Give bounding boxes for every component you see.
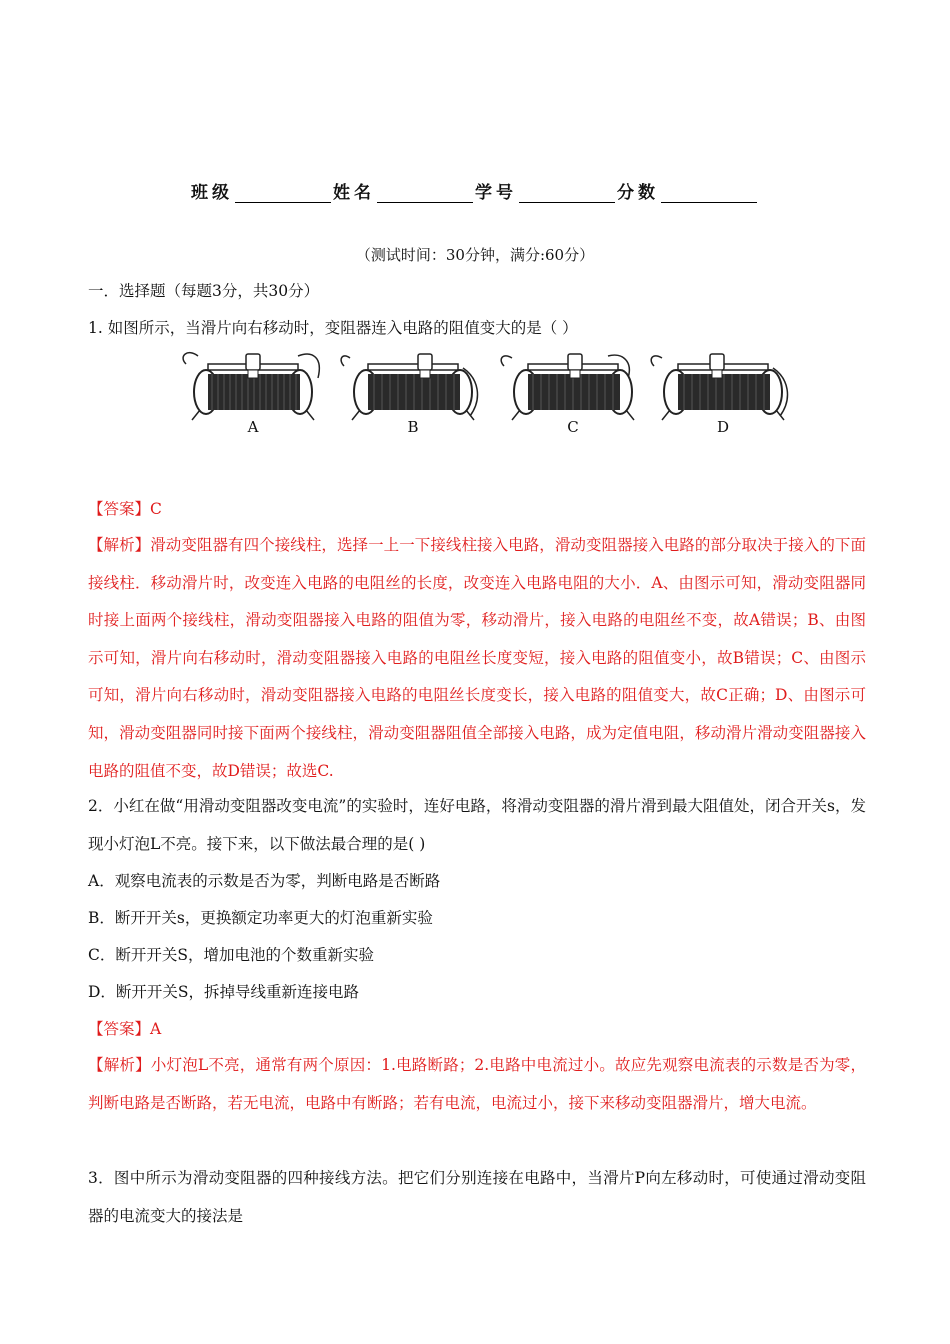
rheostat-figure-d: [648, 348, 798, 440]
class-blank[interactable]: [235, 182, 331, 203]
q1-answer: 【答案】C: [88, 500, 162, 518]
test-info: （测试时间：30分钟，满分:60分）: [355, 246, 595, 264]
q2-stem: 2．小红在做“用滑动变阻器改变电流”的实验时，连好电路，将滑动变阻器的滑片滑到最大阻值处，闭合开关s，发现小灯泡L不亮。接下来，以下做法最合理的是( ): [88, 797, 866, 853]
student-info-header: [0, 178, 950, 203]
figure-label-d: D: [716, 418, 730, 436]
q3-stem: 3．图中所示为滑动变阻器的四种接线方法。把它们分别连接在电路中，当滑片P向左移动时，可使通过滑动变阻器的电流变大的接法是: [88, 1169, 866, 1225]
q1-analysis-text: 滑动变阻器有四个接线柱，选择一上一下接线柱接入电路，滑动变阻器接入电路的部分取决于接入的下面接线柱．移动滑片时，改变连入电路的电阻丝的长度，改变连入电路电阻的大小．A、由图示可知，滑动变阻器同时接上面两个接线柱，滑动变阻器接入电路的阻值为零，移动滑片，接入电路的电阻丝不变，故A错误；B、由图示可知，滑片向右移动时，滑动变阻器接入电路的电阻丝长度变短，接入电路的阻值变小，故B错误；C、由图示可知，滑片向右移动时，滑动变阻器接入电路的电阻丝长度变长，接入电路的阻值变大，故C正确；D、由图示可知，滑动变阻器同时接下面两个接线柱，滑动变阻器阻值全部接入电路，成为定值电阻，移动滑片滑动变阻器接入电路的阻值不变，故D错误；故选C.: [88, 536, 866, 780]
student-id-blank[interactable]: [519, 182, 615, 203]
q2-analysis-text: 小灯泡L不亮，通常有两个原因：1.电路断路；2.电路中电流过小。故应先观察电流表的示数是否为零，判断电路是否断路，若无电流，电路中有断路；若有电流，电流过小，接下来移动变阻器滑片，增大电流。: [88, 1056, 866, 1112]
class-label: 班级: [191, 183, 233, 203]
figure-label-a: A: [247, 418, 259, 436]
rheostat-a-drawing: [178, 348, 328, 422]
rheostat-d-drawing: [648, 348, 798, 422]
q2-option-b: B．断开开关s，更换额定功率更大的灯泡重新实验: [88, 909, 433, 927]
q2-option-a: A．观察电流表的示数是否为零，判断电路是否断路: [88, 872, 441, 890]
figure-label-c: C: [567, 418, 579, 436]
rheostat-figure-a: [178, 348, 328, 440]
q1-analysis-tag: 【解析】: [88, 536, 151, 554]
q2-option-d: D．断开开关S，拆掉导线重新连接电路: [88, 983, 360, 1001]
q2-analysis: [88, 1047, 866, 1122]
q2-option-c: C．断开开关S，增加电池的个数重新实验: [88, 946, 374, 964]
figure-label-b: B: [407, 418, 419, 436]
rheostat-c-drawing: [498, 348, 648, 422]
name-field: [333, 178, 475, 203]
rheostat-figure-b: [338, 348, 488, 440]
name-label: 姓名: [333, 183, 375, 203]
q1-stem: 1. 如图所示，当滑片向右移动时，变阻器连入电路的阻值变大的是（ ）: [88, 319, 578, 337]
rheostat-b-drawing: [338, 348, 488, 422]
section-title: 一．选择题（每题3分，共30分）: [88, 282, 320, 300]
score-field: [617, 178, 759, 203]
q1-figure: [178, 348, 778, 440]
score-label: 分数: [617, 183, 659, 203]
name-blank[interactable]: [377, 182, 473, 203]
student-id-field: [475, 178, 617, 203]
q2-answer: 【答案】A: [88, 1020, 162, 1038]
student-id-label: 学号: [475, 183, 517, 203]
rheostat-figure-c: [498, 348, 648, 440]
q1-analysis: [88, 527, 866, 790]
class-field: [191, 178, 333, 203]
score-blank[interactable]: [661, 182, 757, 203]
q2-analysis-tag: 【解析】: [88, 1056, 151, 1074]
